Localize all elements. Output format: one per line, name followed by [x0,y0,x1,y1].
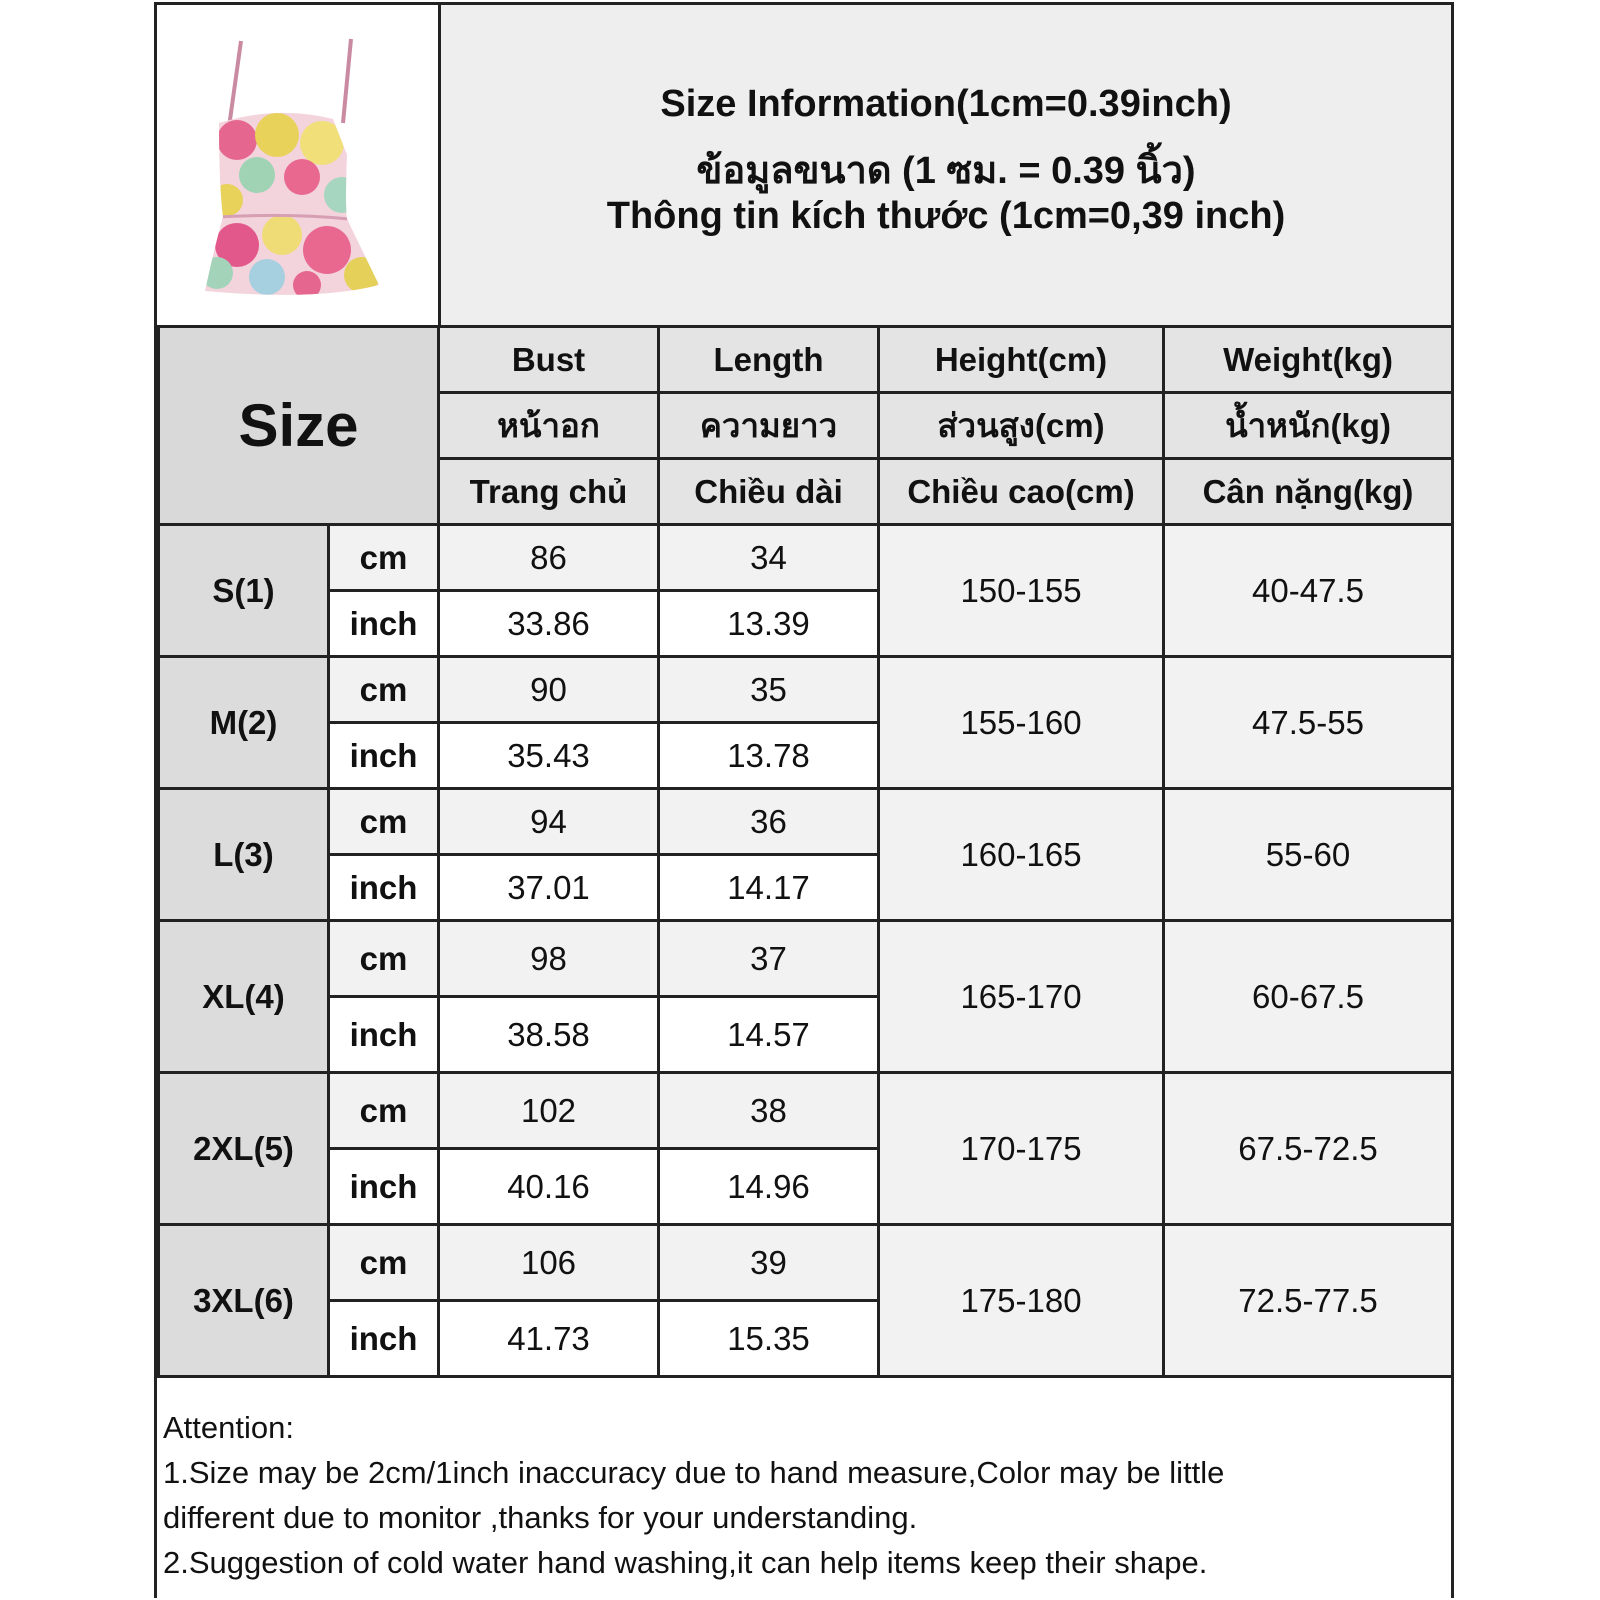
column-header-weight-th: น้ำหนัก(kg) [1164,393,1453,459]
length-inch: 14.96 [659,1149,879,1225]
column-header-bust-en: Bust [439,327,659,393]
column-header-height-vi: Chiều cao(cm) [879,459,1164,525]
bust-cm: 106 [439,1225,659,1301]
column-header-length-th: ความยาว [659,393,879,459]
table-row [159,921,1453,997]
unit-inch: inch [329,591,439,657]
length-inch: 13.39 [659,591,879,657]
bust-inch: 37.01 [439,855,659,921]
size-label: 2XL(5) [159,1073,329,1225]
column-header-length-vi: Chiều dài [659,459,879,525]
height-range: 175-180 [879,1225,1164,1377]
attention-line-3: 2.Suggestion of cold water hand washing,it can help items keep their shape. [163,1545,1208,1580]
header-row-english [159,327,1453,393]
product-photo [157,5,441,325]
title-english: Size Information(1cm=0.39inch) [660,83,1232,125]
weight-range: 40-47.5 [1164,525,1453,657]
table-row [159,1225,1453,1301]
weight-range: 60-67.5 [1164,921,1453,1073]
title-cell [441,5,1451,325]
weight-range: 55-60 [1164,789,1453,921]
unit-cm: cm [329,789,439,855]
column-header-bust-vi: Trang chủ [439,459,659,525]
attention-heading: Attention: [163,1410,294,1445]
column-header-bust-th: หน้าอก [439,393,659,459]
length-inch: 14.57 [659,997,879,1073]
bust-cm: 98 [439,921,659,997]
length-cm: 39 [659,1225,879,1301]
size-label: L(3) [159,789,329,921]
title-vietnamese: Thông tin kích thước (1cm=0,39 inch) [606,195,1286,237]
attention-line-2: different due to monitor ,thanks for your understanding. [163,1500,918,1535]
bust-inch: 35.43 [439,723,659,789]
size-label: M(2) [159,657,329,789]
column-header-weight-vi: Cân nặng(kg) [1164,459,1453,525]
bust-cm: 86 [439,525,659,591]
table-row [159,1073,1453,1149]
table-row [159,657,1453,723]
column-header-height-en: Height(cm) [879,327,1164,393]
attention-line-1: 1.Size may be 2cm/1inch inaccuracy due to hand measure,Color may be little [163,1455,1225,1490]
bust-inch: 40.16 [439,1149,659,1225]
bust-inch: 41.73 [439,1301,659,1377]
weight-range: 72.5-77.5 [1164,1225,1453,1377]
length-inch: 13.78 [659,723,879,789]
unit-inch: inch [329,1301,439,1377]
unit-cm: cm [329,657,439,723]
bust-inch: 38.58 [439,997,659,1073]
bust-inch: 33.86 [439,591,659,657]
size-chart-sheet [154,2,1454,1598]
height-range: 155-160 [879,657,1164,789]
column-header-length-en: Length [659,327,879,393]
unit-cm: cm [329,921,439,997]
bust-cm: 102 [439,1073,659,1149]
column-header-height-th: ส่วนสูง(cm) [879,393,1164,459]
size-label: 3XL(6) [159,1225,329,1377]
table-row [159,789,1453,855]
column-header-weight-en: Weight(kg) [1164,327,1453,393]
unit-cm: cm [329,1073,439,1149]
weight-range: 47.5-55 [1164,657,1453,789]
bust-cm: 94 [439,789,659,855]
product-photo-cell [157,5,441,325]
length-cm: 34 [659,525,879,591]
length-cm: 36 [659,789,879,855]
height-range: 160-165 [879,789,1164,921]
length-cm: 35 [659,657,879,723]
unit-inch: inch [329,997,439,1073]
size-column-header: Size [159,327,439,525]
size-label: S(1) [159,525,329,657]
length-inch: 14.17 [659,855,879,921]
length-cm: 38 [659,1073,879,1149]
unit-inch: inch [329,1149,439,1225]
height-range: 150-155 [879,525,1164,657]
unit-inch: inch [329,855,439,921]
table-row [159,525,1453,591]
length-cm: 37 [659,921,879,997]
bust-cm: 90 [439,657,659,723]
attention-notes [163,1405,1443,1585]
length-inch: 15.35 [659,1301,879,1377]
size-chart-header [157,5,1451,325]
height-range: 165-170 [879,921,1164,1073]
size-table [157,325,1454,1378]
size-label: XL(4) [159,921,329,1073]
unit-cm: cm [329,1225,439,1301]
title-thai: ข้อมูลขนาด (1 ซม. = 0.39 นิ้ว) [696,150,1196,192]
height-range: 170-175 [879,1073,1164,1225]
unit-inch: inch [329,723,439,789]
weight-range: 67.5-72.5 [1164,1073,1453,1225]
unit-cm: cm [329,525,439,591]
